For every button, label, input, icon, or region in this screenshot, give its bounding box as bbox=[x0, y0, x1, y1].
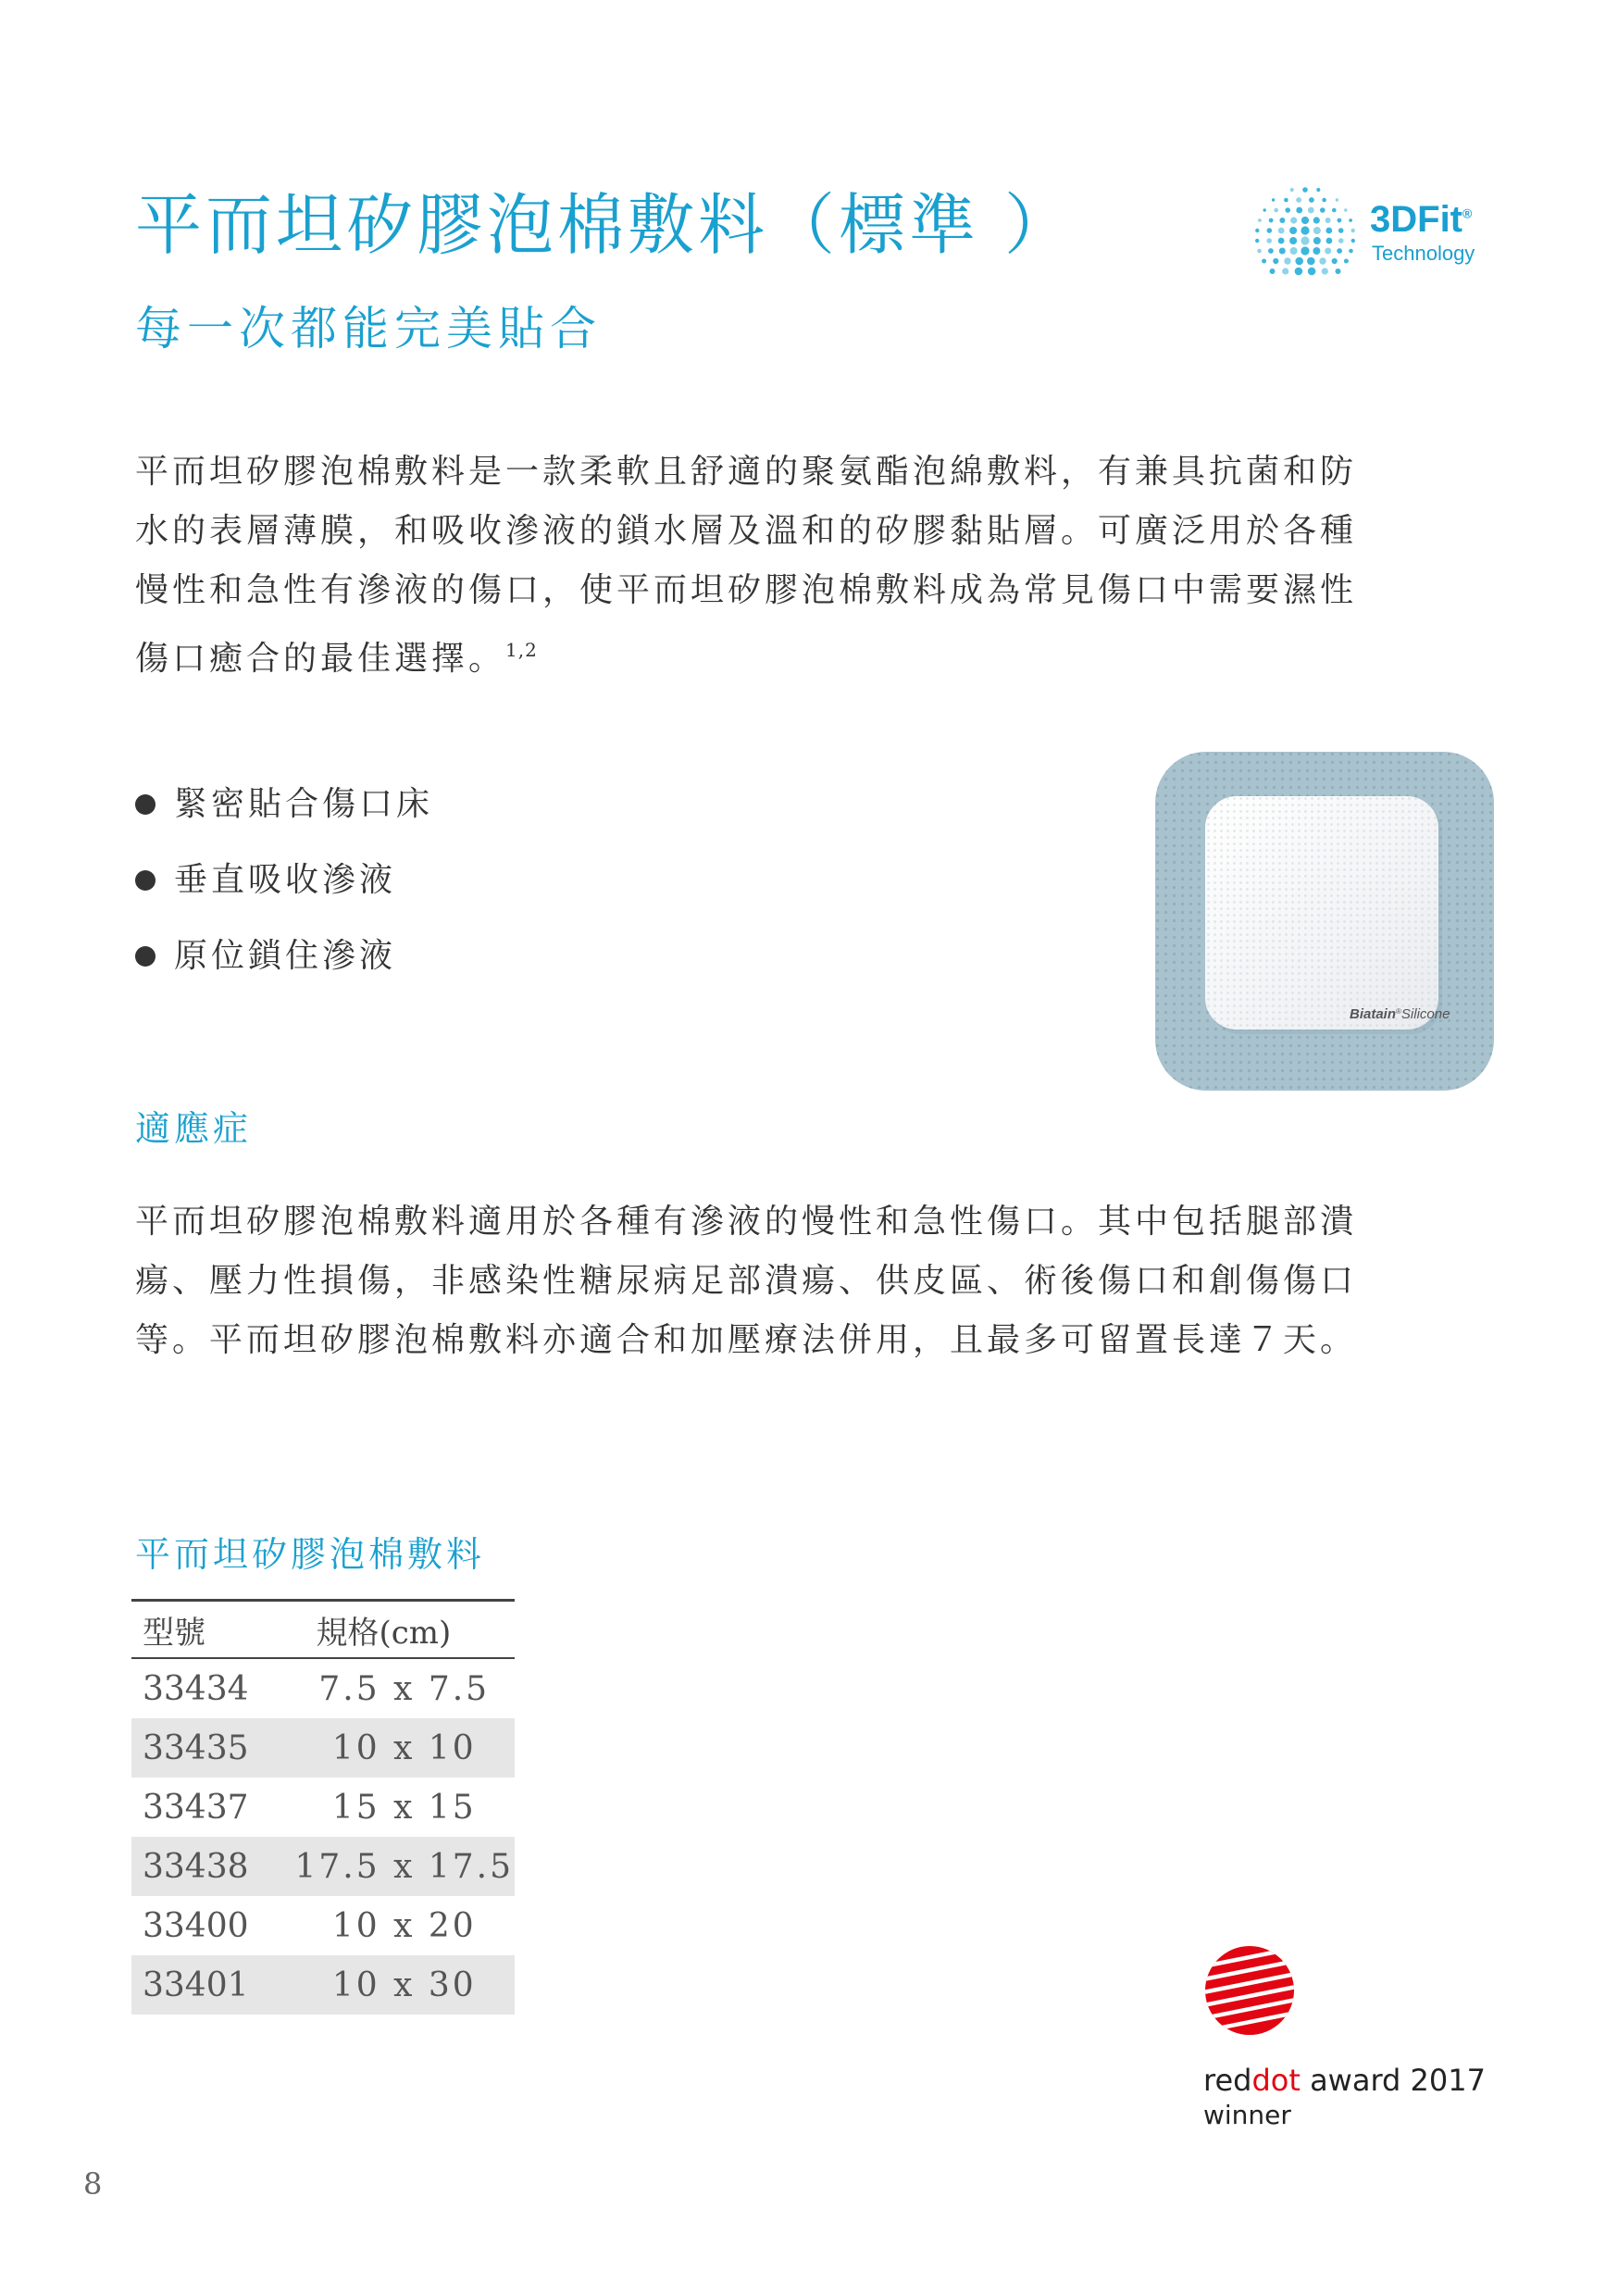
logo-dot bbox=[1262, 259, 1266, 264]
logo-dot bbox=[1349, 218, 1352, 222]
award-text: reddot award 2017 bbox=[1203, 2063, 1486, 2098]
column-header-model: 型號 bbox=[131, 1601, 293, 1659]
3dfit-brand: 3DFit® bbox=[1370, 199, 1473, 240]
logo-dot bbox=[1351, 239, 1355, 243]
model-cell: 33400 bbox=[143, 1906, 249, 1945]
logo-dot bbox=[1284, 198, 1288, 203]
logo-dot bbox=[1316, 188, 1320, 192]
logo-dot bbox=[1266, 238, 1272, 243]
logo-dot bbox=[1332, 208, 1337, 213]
indications-line: 等。平而坦矽膠泡棉敷料亦適合和加壓療法併用，且最多可留置長達７天。 bbox=[135, 1321, 1358, 1359]
logo-dot bbox=[1325, 248, 1331, 255]
logo-dot bbox=[1332, 258, 1338, 264]
logo-dot bbox=[1290, 188, 1294, 192]
logo-dot bbox=[1278, 228, 1285, 234]
logo-dot bbox=[1289, 227, 1297, 234]
reference-superscript: 1,2 bbox=[505, 639, 538, 661]
table-header-row bbox=[131, 1601, 515, 1659]
logo-dot bbox=[1313, 247, 1320, 255]
table-row bbox=[131, 1955, 515, 2015]
logo-dot bbox=[1336, 198, 1338, 201]
logo-dot bbox=[1320, 207, 1326, 213]
logo-dot bbox=[1274, 208, 1278, 213]
logo-dot bbox=[1268, 248, 1274, 254]
logo-dot bbox=[1270, 268, 1276, 274]
model-cell: 33435 bbox=[131, 1718, 293, 1778]
logo-dot bbox=[1255, 229, 1259, 232]
reddot-award bbox=[1203, 1944, 1500, 2139]
logo-dot bbox=[1289, 237, 1297, 244]
column-header-size: 規格(cm) bbox=[293, 1601, 515, 1659]
indications-line: 平而坦矽膠泡棉敷料適用於各種有滲液的慢性和急性傷口。其中包括腿部潰 bbox=[135, 1203, 1358, 1241]
model-cell: 33438 bbox=[131, 1837, 293, 1896]
logo-dot bbox=[1296, 197, 1301, 203]
logo-dot bbox=[1282, 268, 1288, 274]
spec-table-title: 平而坦矽膠泡棉敷料 bbox=[135, 1534, 486, 1575]
intro-line: 水的表層薄膜，和吸收滲液的鎖水層及溫和的矽膠黏貼層。可廣泛用於各種 bbox=[135, 512, 1358, 550]
size-cell: 17.5 x 17.5 bbox=[293, 1837, 515, 1896]
logo-dot bbox=[1337, 248, 1342, 254]
logo-dot bbox=[1290, 247, 1298, 255]
logo-dot bbox=[1295, 257, 1303, 266]
logo-dot bbox=[1322, 198, 1326, 203]
size-cell: 10 x 30 bbox=[293, 1955, 515, 2015]
logo-dot bbox=[1313, 227, 1321, 234]
model-cell: 33437 bbox=[143, 1788, 249, 1827]
logo-dot bbox=[1258, 218, 1262, 222]
logo-dot bbox=[1308, 268, 1316, 276]
intro-line: 平而坦矽膠泡棉敷料是一款柔軟且舒適的聚氨酯泡綿敷料，有兼具抗菌和防 bbox=[135, 453, 1358, 491]
reddot-award-icon bbox=[1203, 1944, 1305, 2046]
logo-dot bbox=[1296, 207, 1302, 214]
logo-dot bbox=[1344, 259, 1349, 264]
logo-dot bbox=[1313, 237, 1321, 244]
dressing-product-image bbox=[1153, 750, 1496, 1092]
logo-dot bbox=[1267, 228, 1273, 233]
logo-dot bbox=[1285, 207, 1290, 213]
logo-dot bbox=[1301, 246, 1309, 255]
table-row bbox=[131, 1837, 515, 1896]
logo-dot bbox=[1309, 197, 1314, 203]
logo-dot bbox=[1279, 218, 1285, 223]
page-title: 平而坦矽膠泡棉敷料（標準 ） bbox=[135, 186, 1075, 264]
logo-dot bbox=[1279, 248, 1286, 255]
table-row bbox=[131, 1658, 515, 1718]
logo-dot bbox=[1319, 257, 1326, 264]
table-row bbox=[131, 1896, 515, 1955]
intro-line: 慢性和急性有滲液的傷口，使平而坦矽膠泡棉敷料成為常見傷口中需要濕性 bbox=[135, 571, 1358, 609]
logo-dot bbox=[1257, 249, 1262, 254]
indications-line: 瘍、壓力性損傷，非感染性糖尿病足部潰瘍、供皮區、術後傷口和創傷傷口 bbox=[135, 1262, 1358, 1300]
logo-dot bbox=[1290, 217, 1297, 223]
logo-dot bbox=[1351, 229, 1355, 232]
intro-line: 傷口癒合的最佳選擇。$^{1,2}$ bbox=[135, 639, 538, 678]
feature-list bbox=[135, 778, 433, 1005]
size-cell: 7.5 x 7.5 bbox=[318, 1669, 491, 1708]
logo-dot bbox=[1349, 249, 1353, 254]
3dfit-dot-sphere-icon bbox=[1250, 181, 1361, 292]
logo-dot bbox=[1295, 268, 1303, 276]
size-cell: 10 x 20 bbox=[331, 1906, 477, 1945]
logo-dot bbox=[1326, 218, 1331, 223]
spec-table bbox=[131, 1599, 515, 2015]
logo-dot bbox=[1308, 207, 1314, 214]
model-cell: 33401 bbox=[131, 1955, 293, 2015]
logo-dot bbox=[1338, 238, 1344, 243]
feature-item: 緊密貼合傷口床 bbox=[135, 778, 433, 854]
logo-dot bbox=[1344, 208, 1347, 211]
size-cell: 10 x 10 bbox=[293, 1718, 515, 1778]
logo-dot bbox=[1326, 238, 1333, 244]
logo-dot bbox=[1263, 208, 1266, 211]
page-subtitle: 每一次都能完美貼合 bbox=[135, 302, 602, 356]
logo-dot bbox=[1326, 228, 1332, 234]
indications-heading: 適應症 bbox=[135, 1108, 253, 1149]
logo-dot bbox=[1301, 236, 1309, 244]
page-number: 8 bbox=[83, 2166, 103, 2202]
logo-dot bbox=[1302, 187, 1308, 193]
indications-paragraph bbox=[135, 1192, 1505, 1370]
logo-dot bbox=[1301, 226, 1309, 234]
logo-dot bbox=[1322, 268, 1328, 274]
award-winner-text: winner bbox=[1203, 2100, 1291, 2130]
logo-dot bbox=[1272, 198, 1275, 201]
logo-dot bbox=[1273, 258, 1278, 264]
intro-paragraph bbox=[135, 443, 1505, 689]
3dfit-logo bbox=[1250, 181, 1490, 292]
logo-dot bbox=[1336, 268, 1341, 274]
table-row bbox=[131, 1778, 515, 1837]
logo-dot bbox=[1278, 238, 1285, 244]
3dfit-technology-label: Technology bbox=[1372, 242, 1475, 265]
logo-dot bbox=[1301, 217, 1309, 224]
product-label: Biatain®Silicone bbox=[1350, 1006, 1450, 1022]
logo-dot bbox=[1313, 217, 1320, 223]
logo-dot bbox=[1307, 257, 1315, 266]
table-row bbox=[131, 1718, 515, 1778]
logo-dot bbox=[1255, 239, 1259, 243]
logo-dot bbox=[1284, 257, 1290, 264]
logo-dot bbox=[1338, 228, 1344, 233]
model-cell: 33434 bbox=[143, 1669, 249, 1708]
feature-item: 原位鎖住滲液 bbox=[135, 930, 433, 1005]
logo-dot bbox=[1338, 218, 1342, 223]
logo-dot bbox=[1269, 218, 1274, 223]
feature-item: 垂直吸收滲液 bbox=[135, 854, 433, 930]
size-cell: 15 x 15 bbox=[331, 1788, 477, 1827]
